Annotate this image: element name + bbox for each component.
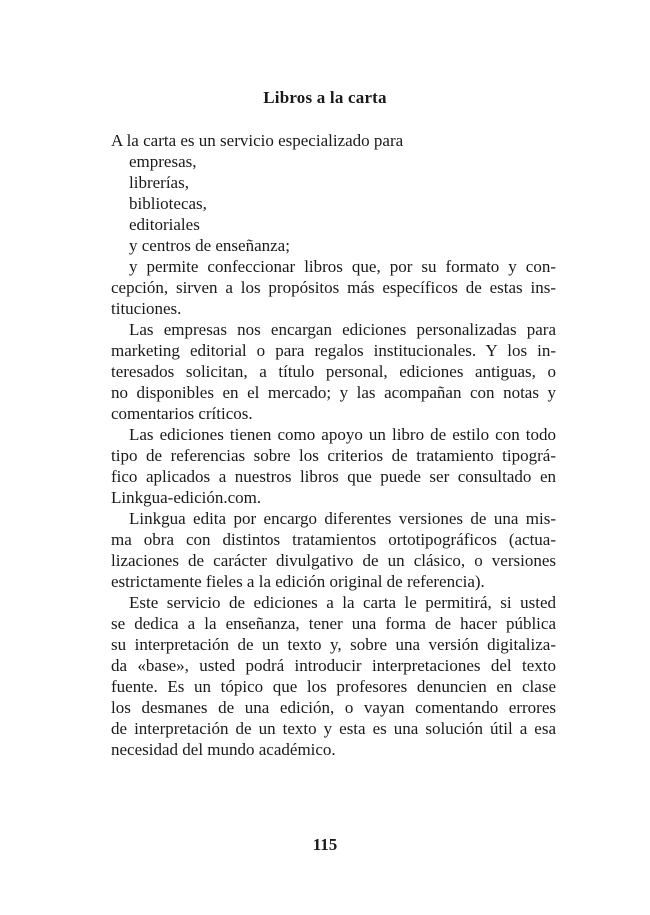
text-line: y permite confeccionar libros que, por su formato y con-	[129, 257, 556, 276]
text-line: cepción, sirven a los propósitos más específicos de estas ins-	[111, 278, 556, 297]
text-line: fuente. Es un tópico que los profesores denuncien en clase	[111, 677, 556, 696]
list-item: y centros de enseñanza;	[129, 236, 290, 255]
text-line: marketing editorial o para regalos institucionales. Y los in-	[111, 341, 556, 360]
page-number: 115	[312, 835, 338, 854]
text-line: se dedica a la enseñanza, tener una forma de hacer pública	[111, 614, 556, 633]
text-line: su interpretación de un texto y, sobre una versión digitaliza-	[111, 635, 556, 654]
text-line: da «base», usted podrá introducir interpretaciones del texto	[111, 656, 556, 675]
list-item: bibliotecas,	[129, 194, 207, 213]
body-text	[111, 130, 556, 760]
text-line: teresados solicitan, a título personal, ediciones antiguas, o	[111, 362, 556, 381]
text-line: Las ediciones tienen como apoyo un libro de estilo con todo	[129, 425, 556, 444]
text-line: fico aplicados a nuestros libros que puede ser consultado en	[111, 467, 556, 486]
text-line: Linkgua-edición.com.	[111, 488, 262, 507]
list-item: empresas,	[129, 152, 197, 171]
list-item: librerías,	[129, 173, 189, 192]
text-line: Linkgua edita por encargo diferentes versiones de una mis-	[129, 509, 556, 528]
text-line: necesidad del mundo académico.	[111, 740, 336, 759]
page-title: Libros a la carta	[263, 88, 387, 107]
text-line: los desmanes de una edición, o vayan comentando errores	[111, 698, 556, 717]
text-line: lizaciones de carácter divulgativo de un clásico, o versiones	[111, 551, 556, 570]
text-line: de interpretación de un texto y esta es una solución útil a esa	[111, 719, 556, 738]
text-line: comentarios críticos.	[111, 404, 253, 423]
text-line: no disponibles en el mercado; y las acompañan con notas y	[111, 383, 556, 402]
text-line: ma obra con distintos tratamientos ortotipográficos (actua-	[111, 530, 556, 549]
text-line: tipo de referencias sobre los criterios de tratamiento tipográ-	[111, 446, 556, 465]
list-item: editoriales	[129, 215, 200, 234]
text-line: tituciones.	[111, 299, 182, 318]
text-line: Las empresas nos encargan ediciones personalizadas para	[129, 320, 556, 339]
text-line: estrictamente fieles a la edición original de referencia).	[111, 572, 485, 591]
text-line: A la carta es un servicio especializado para	[111, 131, 404, 150]
text-line: Este servicio de ediciones a la carta le permitirá, si usted	[129, 593, 556, 612]
